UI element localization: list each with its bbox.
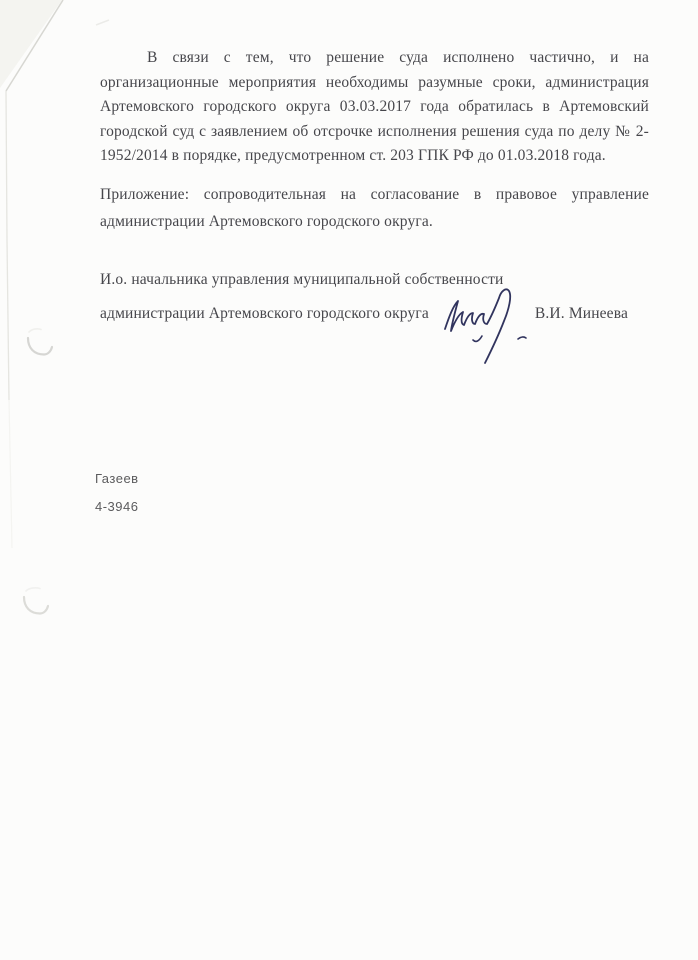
- hole-punch-mark-top-rim: [29, 329, 41, 332]
- signatory-title-line2: администрации Артемовского городского округа: [100, 305, 429, 322]
- main-paragraph: В связи с тем, что решение суда исполнено частично, и на организационные мероприятия необходимы разумные сроки, администрация Артемовского городского округа 03.03.2017 года обратилась в Артемовский городской суд с заявлением об отсрочке исполнения решения суда по делу № 2-1952/2014 в порядке, предусмотренном ст. 203 ГПК РФ до 01.03.2018 года.: [100, 49, 649, 165]
- signatory-row: [100, 305, 628, 323]
- executor-phone: 4-3946: [95, 499, 139, 514]
- executor-name: Газеев: [95, 471, 139, 486]
- attachment-paragraph: Приложение: сопроводительная на согласование в правовое управление администрации Артемовского городского округа.: [100, 186, 649, 230]
- handwritten-signature-icon: [438, 286, 540, 373]
- signatory-title-line1: И.о. начальника управления муниципальной собственности: [100, 271, 504, 288]
- signature-main-stroke: [445, 289, 510, 363]
- hole-punch-mark-top: [28, 338, 52, 355]
- signature-hook-stroke: [473, 336, 482, 341]
- dust-speck: [96, 20, 109, 25]
- folded-corner: [0, 0, 62, 88]
- hole-punch-mark-bottom-rim: [26, 588, 40, 591]
- page-edge-shadow: [6, 91, 9, 400]
- page-edge-shadow-faint: [9, 400, 12, 548]
- fold-crease-line: [6, 0, 63, 91]
- signature-dash-stroke: [518, 337, 526, 339]
- signatory-name: В.И. Минеева: [534, 305, 628, 322]
- hole-punch-mark-bottom: [24, 597, 48, 614]
